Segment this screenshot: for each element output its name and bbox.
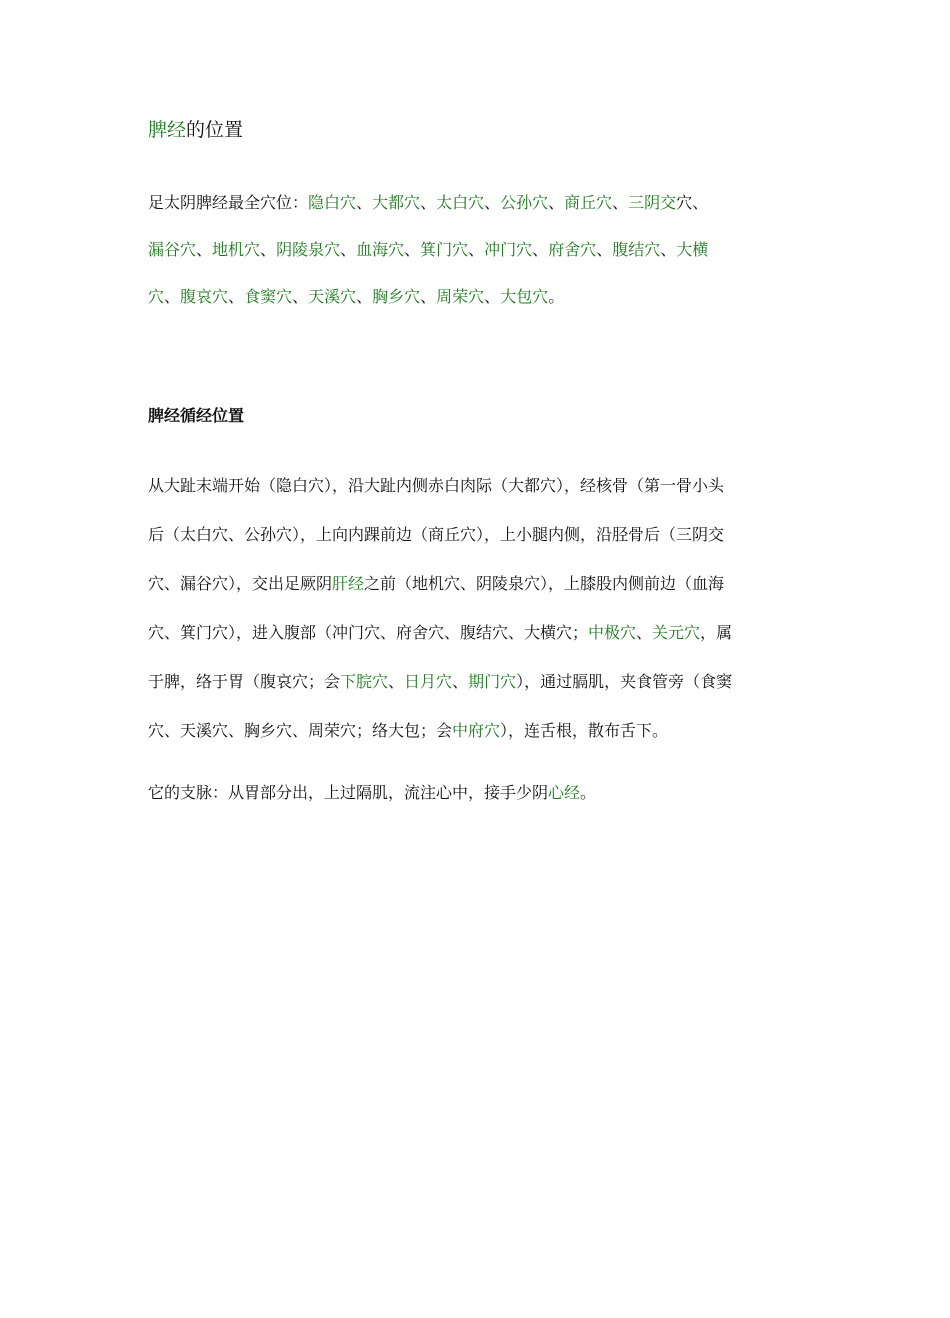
highlighted-term: 心经 xyxy=(548,783,581,802)
text-run: 、 xyxy=(420,287,437,306)
text-run: ，属 xyxy=(700,623,733,642)
text-run: 从大趾末端开始（隐白穴），沿大趾内侧赤白肉际（大都穴），经核骨（第一骨小头 xyxy=(148,476,725,495)
highlighted-term: 三阴交 xyxy=(628,193,677,212)
text-run: 足太阴脾经最全穴位： xyxy=(148,193,309,212)
text-run: 后（太白穴、公孙穴），上向内踝前边（商丘穴），上小腿内侧，沿胫骨后（三阴交 xyxy=(148,525,725,544)
highlighted-term: 关元穴 xyxy=(652,623,701,642)
text-line xyxy=(148,461,808,510)
text-line xyxy=(148,657,808,706)
highlighted-term: 冲门穴 xyxy=(484,240,533,259)
text-run: 、 xyxy=(468,240,485,259)
text-run: 、 xyxy=(196,240,213,259)
text-run: 、 xyxy=(636,623,653,642)
text-run: 、 xyxy=(260,240,277,259)
highlighted-term: 周荣穴 xyxy=(436,287,485,306)
text-run: 、 xyxy=(356,287,373,306)
text-run: 、 xyxy=(404,240,421,259)
text-run: 。 xyxy=(548,287,565,306)
highlighted-term: 中极穴 xyxy=(588,623,637,642)
highlighted-term: 太白穴 xyxy=(436,193,485,212)
highlighted-term: 箕门穴 xyxy=(420,240,469,259)
highlighted-term: 肝经 xyxy=(332,574,365,593)
highlighted-term: 下脘穴 xyxy=(340,672,389,691)
text-run: 、 xyxy=(420,193,437,212)
text-line xyxy=(148,510,808,559)
highlighted-term: 腹哀穴 xyxy=(180,287,229,306)
highlighted-term: 腹结穴 xyxy=(612,240,661,259)
text-run: 、 xyxy=(612,193,629,212)
text-run: 、 xyxy=(164,287,181,306)
highlighted-term: 脾经 xyxy=(148,119,187,141)
highlighted-term: 府舍穴 xyxy=(548,240,597,259)
text-run: 、 xyxy=(484,287,501,306)
highlighted-term: 食窦穴 xyxy=(244,287,293,306)
text-run: 穴、 xyxy=(676,193,709,212)
text-run: 、 xyxy=(596,240,613,259)
highlighted-term: 日月穴 xyxy=(404,672,453,691)
highlighted-term: 公孙穴 xyxy=(500,193,549,212)
text-run: 、 xyxy=(532,240,549,259)
highlighted-term: 血海穴 xyxy=(356,240,405,259)
text-run: ），连舌根，散布舌下。 xyxy=(500,721,669,740)
text-run: 、 xyxy=(388,672,405,691)
highlighted-term: 大包穴 xyxy=(500,287,549,306)
text-run: 、 xyxy=(452,672,469,691)
text-run: 于脾，络于胃（腹哀穴；会 xyxy=(148,672,341,691)
text-line xyxy=(148,608,808,657)
highlighted-term: 大横 xyxy=(676,240,709,259)
text-run: 、 xyxy=(484,193,501,212)
text-line xyxy=(148,273,808,320)
text-line xyxy=(148,226,808,273)
text-line xyxy=(148,778,808,808)
text-run: 的位置 xyxy=(186,119,244,141)
branch-paragraph xyxy=(148,778,808,808)
text-line xyxy=(148,706,808,755)
text-run: 。 xyxy=(580,783,597,802)
text-line xyxy=(148,179,808,226)
highlighted-term: 中府穴 xyxy=(452,721,501,740)
text-run: 、 xyxy=(228,287,245,306)
highlighted-term: 漏谷穴 xyxy=(148,240,197,259)
text-run: 、 xyxy=(292,287,309,306)
text-run: 之前（地机穴、阴陵泉穴），上膝股内侧前边（血海 xyxy=(364,574,725,593)
highlighted-term: 阴陵泉穴 xyxy=(276,240,341,259)
section-heading: 脾经循经位置 xyxy=(148,406,245,425)
text-run: 、 xyxy=(660,240,677,259)
highlighted-term: 天溪穴 xyxy=(308,287,357,306)
text-run: 穴、漏谷穴），交出足厥阴 xyxy=(148,574,333,593)
highlighted-term: 地机穴 xyxy=(212,240,261,259)
acupoint-list-paragraph xyxy=(148,179,808,320)
text-line xyxy=(148,559,808,608)
highlighted-term: 隐白穴 xyxy=(308,193,357,212)
meridian-path-paragraph xyxy=(148,461,808,755)
highlighted-term: 期门穴 xyxy=(468,672,517,691)
text-run: 、 xyxy=(340,240,357,259)
highlighted-term: 穴 xyxy=(148,287,165,306)
text-run: 穴、箕门穴），进入腹部（冲门穴、府舍穴、腹结穴、大横穴； xyxy=(148,623,589,642)
text-run: ），通过膈肌，夹食管旁（食窦 xyxy=(516,672,733,691)
text-run: 、 xyxy=(356,193,373,212)
text-run: 它的支脉：从胃部分出，上过隔肌，流注心中，接手少阴 xyxy=(148,783,549,802)
highlighted-term: 大都穴 xyxy=(372,193,421,212)
highlighted-term: 胸乡穴 xyxy=(372,287,421,306)
text-run: 穴、天溪穴、胸乡穴、周荣穴；络大包；会 xyxy=(148,721,453,740)
highlighted-term: 商丘穴 xyxy=(564,193,613,212)
text-run: 、 xyxy=(548,193,565,212)
page-title xyxy=(148,116,243,144)
